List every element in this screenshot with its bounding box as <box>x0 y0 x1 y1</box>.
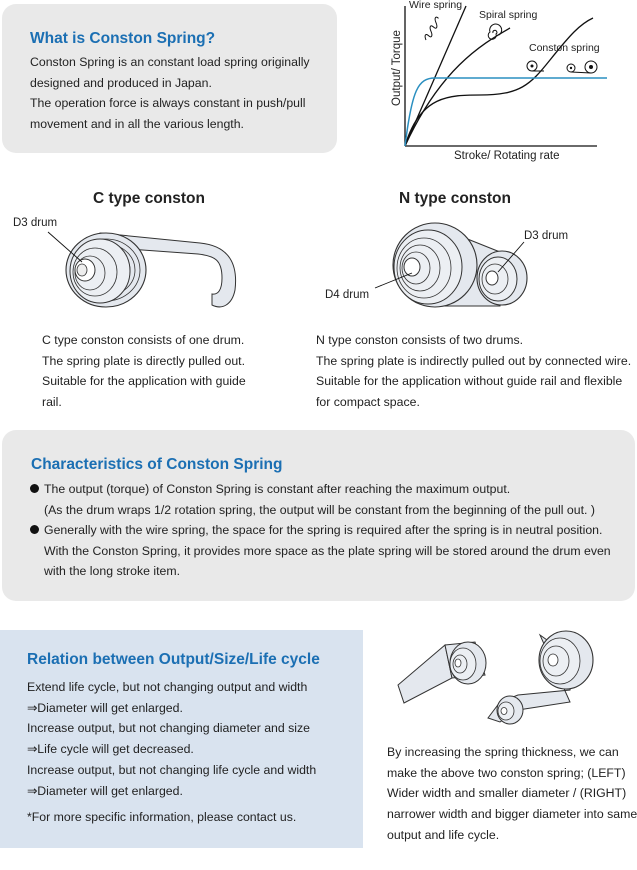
d4-drum-label: D4 drum <box>325 289 370 301</box>
graph-x-axis-label: Stroke/ Rotating rate <box>454 150 560 162</box>
spiral-spring-curve <box>405 28 510 146</box>
c-type-line: rail. <box>42 395 62 410</box>
conston-blue-curve <box>405 78 607 146</box>
characteristic-text: The output (torque) of Conston Spring is constant after reaching the maximum output. <box>44 482 511 496</box>
c-type-text <box>42 330 246 413</box>
what-is-line: designed and produced in Japan. <box>30 75 212 90</box>
characteristics-title: Characteristics of Conston Spring <box>31 456 283 473</box>
thickness-line: narrower width and bigger diameter into same <box>387 807 637 822</box>
d3-drum-label: D3 drum <box>524 230 569 242</box>
n-type-illustration <box>320 210 637 320</box>
c-type-line: The spring plate is directly pulled out. <box>42 353 246 368</box>
characteristic-item-2 <box>30 523 602 537</box>
wire-spring-icon <box>423 17 441 42</box>
characteristic-item-1 <box>30 482 510 496</box>
n-type-title: N type conston <box>399 190 511 207</box>
spiral-spring-label: Spiral spring <box>479 9 538 21</box>
what-is-line: movement and in all the various length. <box>30 117 244 132</box>
n-type-line: The spring plate is indirectly pulled out by connected wire. <box>316 353 632 368</box>
relation-title: Relation between Output/Size/Life cycle <box>27 651 320 668</box>
conston-spring-label: Conston spring <box>529 42 600 54</box>
bullet-icon <box>30 525 39 534</box>
c-type-title: C type conston <box>93 190 205 207</box>
d3-drum-hub <box>486 271 498 285</box>
relation-text <box>27 677 316 801</box>
thickness-line: output and life cycle. <box>387 827 500 842</box>
characteristic-item-1-cont: (As the drum wraps 1/2 rotation spring, the output will be constant from the beginning of the pull out. ) <box>44 503 595 517</box>
n-type-line: N type conston consists of two drums. <box>316 333 524 347</box>
relation-line: Increase output, but not changing diameter and size <box>27 721 311 736</box>
wire-spring-label: Wire spring <box>409 0 463 11</box>
thickness-illustration <box>390 630 635 730</box>
relation-line: Increase output, but not changing life cycle and width <box>27 762 317 777</box>
bullet-icon <box>30 484 39 493</box>
characteristic-item-2-cont: with the long stroke item. <box>44 564 181 578</box>
c-type-line: Suitable for the application with guide <box>42 374 246 389</box>
thickness-line: Wider width and smaller diameter / (RIGHT) <box>387 786 627 801</box>
relation-line: ⇒Diameter will get enlarged. <box>27 700 183 715</box>
c-type-line: C type conston consists of one drum. <box>42 333 245 347</box>
characteristic-item-2-cont: With the Conston Spring, it provides more space as the plate spring will be stored around the drum even <box>44 544 611 558</box>
relation-line: ⇒Diameter will get enlarged. <box>27 783 183 798</box>
n-type-line: for compact space. <box>316 395 420 410</box>
thickness-line: make the above two conston spring; (LEFT) <box>387 765 626 780</box>
what-is-line: Conston Spring is an constant load spring originally <box>30 55 310 69</box>
what-is-title: What is Conston Spring? <box>30 30 216 47</box>
relation-line: ⇒Life cycle will get decreased. <box>27 742 194 757</box>
characteristic-text: Generally with the wire spring, the space for the spring is required after the spring is in neutral position. <box>44 523 603 537</box>
c-drum-label: D3 drum <box>13 217 58 229</box>
graph-y-axis-label: Output/ Torque <box>391 30 403 106</box>
what-is-line: The operation force is always constant in push/pull <box>30 96 306 111</box>
output-stroke-graph <box>380 0 637 170</box>
thickness-text <box>387 742 637 846</box>
n-type-text <box>316 330 631 413</box>
conston-n-icon <box>567 61 597 73</box>
n-type-line: Suitable for the application without guide rail and flexible <box>316 374 623 389</box>
relation-line: Extend life cycle, but not changing output and width <box>27 680 308 694</box>
what-is-text <box>30 52 310 135</box>
relation-note: *For more specific information, please contact us. <box>27 810 297 824</box>
thickness-line: By increasing the spring thickness, we can <box>387 745 619 759</box>
